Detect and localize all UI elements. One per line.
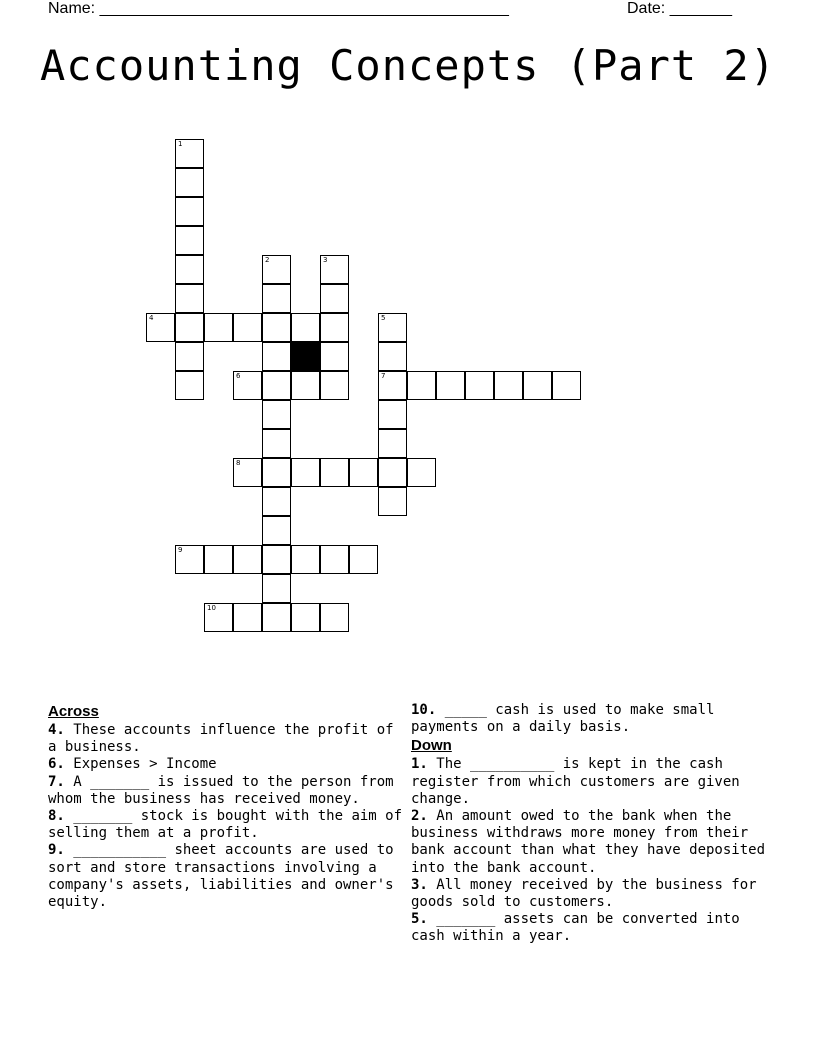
across-heading: Across — [48, 703, 99, 720]
answer-cell[interactable] — [204, 603, 233, 632]
answer-cell[interactable] — [552, 371, 581, 400]
clue-text: Expenses > Income — [73, 756, 217, 773]
answer-cell[interactable] — [291, 371, 320, 400]
clue-number-label: 10 — [207, 604, 216, 612]
name-field[interactable]: Name: ______________________________________________ — [48, 0, 509, 17]
answer-cell[interactable] — [175, 255, 204, 284]
clue-down-2 — [411, 808, 773, 877]
answer-cell[interactable] — [320, 284, 349, 313]
answer-cell[interactable] — [175, 371, 204, 400]
answer-cell[interactable] — [233, 458, 262, 487]
answer-cell[interactable] — [262, 574, 291, 603]
clue-number-label: 9 — [178, 546, 183, 554]
answer-cell[interactable] — [233, 371, 262, 400]
answer-cell[interactable] — [175, 168, 204, 197]
block-cell — [291, 342, 320, 371]
answer-cell[interactable] — [436, 371, 465, 400]
clue-number-label: 5 — [381, 314, 386, 322]
clue-text: _____ cash is used to make small payments on a daily basis. — [411, 702, 715, 736]
answer-cell[interactable] — [378, 313, 407, 342]
answer-cell[interactable] — [233, 313, 262, 342]
clue-number-label: 7 — [381, 372, 386, 380]
clue-down-1 — [411, 756, 773, 808]
answer-cell[interactable] — [262, 400, 291, 429]
answer-cell[interactable] — [262, 313, 291, 342]
answer-cell[interactable] — [233, 603, 262, 632]
answer-cell[interactable] — [378, 342, 407, 371]
clue-number: 6. — [48, 756, 65, 773]
answer-cell[interactable] — [349, 458, 378, 487]
clue-across-10 — [411, 702, 773, 736]
answer-cell[interactable] — [291, 458, 320, 487]
answer-cell[interactable] — [523, 371, 552, 400]
clue-number-label: 6 — [236, 372, 241, 380]
clue-number: 9. — [48, 842, 65, 859]
answer-cell[interactable] — [465, 371, 494, 400]
clue-number: 5. — [411, 911, 428, 928]
clue-text: A _______ is issued to the person from whom the business has received money. — [48, 773, 394, 807]
clue-down-3 — [411, 877, 773, 911]
down-heading: Down — [411, 737, 452, 755]
clue-text: An amount owed to the bank when the business withdraws more money from their bank account than what they have deposited into the bank account. — [411, 808, 766, 876]
clue-number: 10. — [411, 702, 437, 718]
answer-cell[interactable] — [262, 284, 291, 313]
clue-number-label: 1 — [178, 140, 183, 148]
clue-number: 1. — [411, 756, 428, 773]
clue-across-4 — [48, 722, 410, 756]
clues-column-left — [48, 702, 410, 911]
answer-cell[interactable] — [494, 371, 523, 400]
answer-cell[interactable] — [262, 371, 291, 400]
answer-cell[interactable] — [175, 226, 204, 255]
answer-cell[interactable] — [175, 197, 204, 226]
answer-cell[interactable] — [175, 545, 204, 574]
answer-cell[interactable] — [320, 313, 349, 342]
answer-cell[interactable] — [262, 429, 291, 458]
answer-cell[interactable] — [262, 487, 291, 516]
answer-cell[interactable] — [378, 429, 407, 458]
answer-cell[interactable] — [378, 487, 407, 516]
answer-cell[interactable] — [262, 255, 291, 284]
clue-text: The __________ is kept in the cash register from which customers are given change. — [411, 756, 740, 807]
answer-cell[interactable] — [291, 545, 320, 574]
clue-number-label: 3 — [323, 256, 328, 264]
answer-cell[interactable] — [320, 255, 349, 284]
answer-cell[interactable] — [407, 371, 436, 400]
clue-number: 3. — [411, 876, 428, 893]
answer-cell[interactable] — [262, 545, 291, 574]
answer-cell[interactable] — [262, 342, 291, 371]
answer-cell[interactable] — [320, 371, 349, 400]
clue-across-6 — [48, 756, 410, 773]
answer-cell[interactable] — [320, 603, 349, 632]
answer-cell[interactable] — [175, 342, 204, 371]
answer-cell[interactable] — [204, 545, 233, 574]
clue-number: 4. — [48, 722, 65, 738]
answer-cell[interactable] — [175, 284, 204, 313]
clue-down-5 — [411, 911, 773, 945]
answer-cell[interactable] — [146, 313, 175, 342]
clue-number: 8. — [48, 808, 65, 825]
clue-across-7 — [48, 774, 410, 808]
clue-number: 7. — [48, 773, 65, 790]
page-title: Accounting Concepts (Part 2) — [39, 41, 776, 90]
clue-text: All money received by the business for goods sold to customers. — [411, 876, 757, 911]
clue-number: 2. — [411, 808, 428, 825]
answer-cell[interactable] — [262, 603, 291, 632]
answer-cell[interactable] — [175, 139, 204, 168]
clue-text: _______ assets can be converted into cash within a year. — [411, 911, 740, 945]
answer-cell[interactable] — [262, 516, 291, 545]
clues-column-right — [411, 702, 773, 946]
date-field[interactable]: Date: _______ — [627, 0, 732, 17]
answer-cell[interactable] — [320, 458, 349, 487]
answer-cell[interactable] — [378, 458, 407, 487]
answer-cell[interactable] — [320, 342, 349, 371]
clue-text: These accounts influence the profit of a business. — [48, 722, 394, 756]
clue-across-8 — [48, 808, 410, 842]
answer-cell[interactable] — [204, 313, 233, 342]
clue-text: _______ stock is bought with the aim of selling them at a profit. — [48, 808, 403, 842]
answer-cell[interactable] — [175, 313, 204, 342]
answer-cell[interactable] — [378, 371, 407, 400]
clue-text: ___________ sheet accounts are used to sort and store transactions involving a company's assets, liabilities and owner's equity. — [48, 842, 394, 911]
clue-across-9 — [48, 842, 410, 911]
clue-number-label: 2 — [265, 256, 270, 264]
clue-number-label: 8 — [236, 459, 241, 467]
answer-cell[interactable] — [291, 313, 320, 342]
clue-number-label: 4 — [149, 314, 154, 322]
answer-cell[interactable] — [349, 545, 378, 574]
answer-cell[interactable] — [233, 545, 262, 574]
answer-cell[interactable] — [407, 458, 436, 487]
answer-cell[interactable] — [291, 603, 320, 632]
answer-cell[interactable] — [262, 458, 291, 487]
answer-cell[interactable] — [320, 545, 349, 574]
answer-cell[interactable] — [378, 400, 407, 429]
